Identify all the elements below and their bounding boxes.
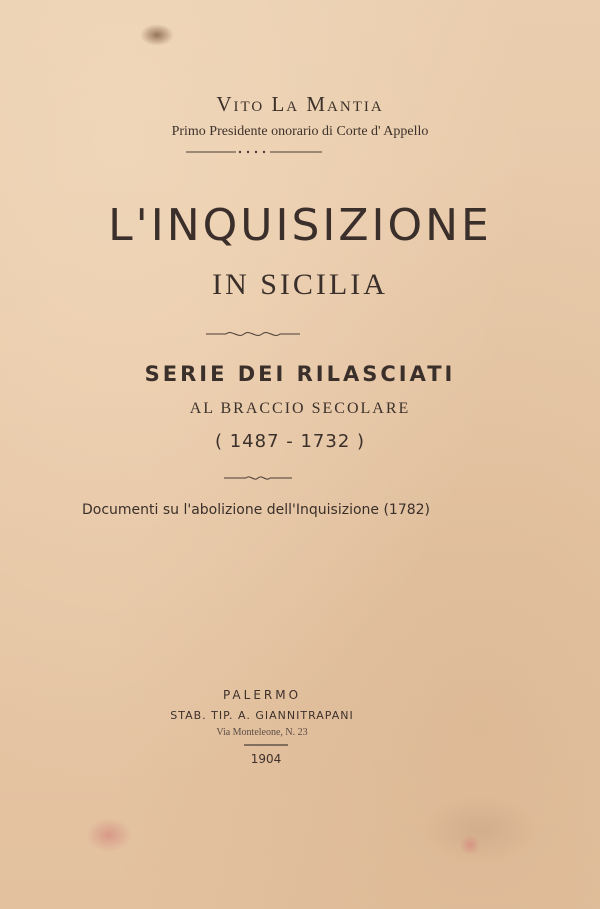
rule-divider [0, 742, 600, 748]
series-subtitle: AL BRACCIO SECOLARE [189, 400, 411, 417]
book-subtitle: IN SICILIA [212, 268, 388, 301]
book-title: L'INQUISIZIONE [108, 200, 492, 251]
ornament-divider [0, 146, 600, 158]
imprint-year: 1904 [250, 752, 282, 766]
imprint-city: PALERMO [222, 688, 302, 702]
paper-stain [420, 795, 540, 865]
paper-stain [86, 818, 132, 852]
author-title: Primo Presidente onorario di Corte d' Appello [171, 124, 429, 139]
ornament-divider [0, 472, 600, 484]
imprint-address: Via Monteleone, N. 23 [216, 727, 308, 738]
author-name: Vito La Mantia [216, 92, 384, 116]
paper-stain [460, 835, 480, 855]
date-range: ( 1487 - 1732 ) [214, 431, 366, 452]
paper-stain [140, 24, 174, 46]
imprint-printer: STAB. TIP. A. GIANNITRAPANI [170, 709, 354, 722]
documents-line: Documenti su l'abolizione dell'Inquisizione (1782) [81, 502, 431, 518]
ornament-divider [0, 328, 600, 340]
series-title: SERIE DEI RILASCIATI [144, 362, 456, 386]
